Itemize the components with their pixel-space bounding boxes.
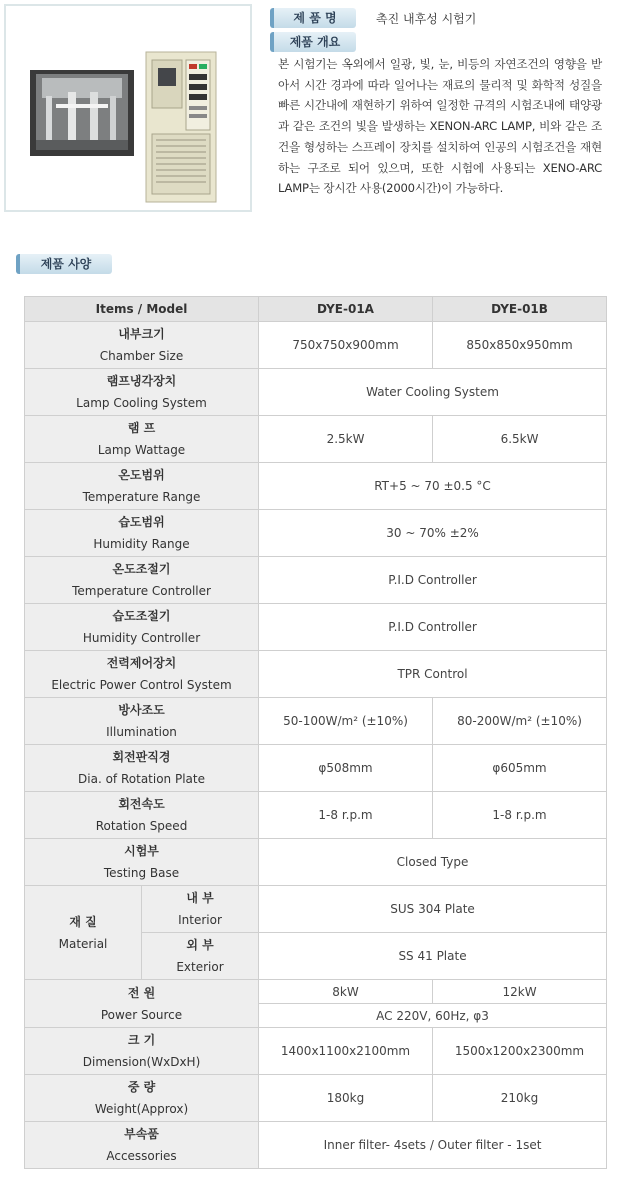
value-a: 1400x1100x2100mm: [259, 1028, 433, 1075]
value-b: 1500x1200x2300mm: [433, 1028, 607, 1075]
spec-label: 제품 사양: [16, 254, 112, 274]
value-a: 2.5kW: [259, 416, 433, 463]
table-row: [25, 1028, 607, 1075]
header-model-a: DYE-01A: [259, 297, 433, 322]
row-label: 온도범위 Temperature Range: [25, 463, 259, 510]
exterior-value: SS 41 Plate: [259, 933, 607, 980]
value-b: 80-200W/m² (±10%): [433, 698, 607, 745]
value-b: 1-8 r.p.m: [433, 792, 607, 839]
table-row: [25, 839, 607, 886]
value-shared: TPR Control: [259, 651, 607, 698]
row-label: 온도조절기 Temperature Controller: [25, 557, 259, 604]
table-row: [25, 1122, 607, 1169]
overview-label: 제품 개요: [270, 32, 356, 52]
header-model-b: DYE-01B: [433, 297, 607, 322]
value-b: 210kg: [433, 1075, 607, 1122]
row-label: 습도범위 Humidity Range: [25, 510, 259, 557]
value-a: 180kg: [259, 1075, 433, 1122]
table-row: [25, 651, 607, 698]
product-photo: [4, 4, 252, 212]
header-items: Items / Model: [25, 297, 259, 322]
row-label: 회전속도 Rotation Speed: [25, 792, 259, 839]
value-a: 8kW: [259, 980, 433, 1004]
row-label: 회전판직경 Dia. of Rotation Plate: [25, 745, 259, 792]
value-b: φ605mm: [433, 745, 607, 792]
value-a: φ508mm: [259, 745, 433, 792]
row-label: 램프냉각장치 Lamp Cooling System: [25, 369, 259, 416]
value-a: 750x750x900mm: [259, 322, 433, 369]
exterior-label: 외 부 Exterior: [142, 933, 259, 980]
row-label: 전력제어장치 Electric Power Control System: [25, 651, 259, 698]
value-shared: P.I.D Controller: [259, 557, 607, 604]
value-b: 12kW: [433, 980, 607, 1004]
spec-table: [24, 296, 607, 1169]
value-shared: 30 ~ 70% ±2%: [259, 510, 607, 557]
row-label: 부속품 Accessories: [25, 1122, 259, 1169]
value-a: 1-8 r.p.m: [259, 792, 433, 839]
value-a: 50-100W/m² (±10%): [259, 698, 433, 745]
value-shared: RT+5 ~ 70 ±0.5 °C: [259, 463, 607, 510]
interior-label: 내 부 Interior: [142, 886, 259, 933]
table-header: [25, 297, 607, 322]
table-row: [25, 698, 607, 745]
table-row: [25, 557, 607, 604]
value-shared: P.I.D Controller: [259, 604, 607, 651]
table-row: [25, 1075, 607, 1122]
value-b: 850x850x950mm: [433, 322, 607, 369]
product-name-label: 제 품 명: [270, 8, 356, 28]
table-row: [25, 886, 607, 933]
table-row: [25, 369, 607, 416]
row-label: 습도조절기 Humidity Controller: [25, 604, 259, 651]
row-label: 중 량 Weight(Approx): [25, 1075, 259, 1122]
table-row: [25, 604, 607, 651]
row-label: 시험부 Testing Base: [25, 839, 259, 886]
value-shared: Inner filter- 4sets / Outer filter - 1set: [259, 1122, 607, 1169]
row-label: 전 원 Power Source: [25, 980, 259, 1028]
table-row: [25, 745, 607, 792]
row-label: 내부크기 Chamber Size: [25, 322, 259, 369]
value-shared: Water Cooling System: [259, 369, 607, 416]
row-label: 방사조도 Illumination: [25, 698, 259, 745]
table-row: [25, 322, 607, 369]
product-image: [12, 12, 248, 208]
row-label: 램 프 Lamp Wattage: [25, 416, 259, 463]
material-label: 재 질 Material: [25, 886, 142, 980]
table-row: [25, 792, 607, 839]
table-row: [25, 510, 607, 557]
product-name: 촉진 내후성 시험기: [376, 12, 477, 26]
interior-value: SUS 304 Plate: [259, 886, 607, 933]
row-label: 크 기 Dimension(WxDxH): [25, 1028, 259, 1075]
table-row: [25, 463, 607, 510]
table-row: [25, 980, 607, 1004]
value-b: 6.5kW: [433, 416, 607, 463]
overview-text: 본 시험기는 옥외에서 일광, 빛, 눈, 비등의 자연조건의 영향을 받아서 시간 경과에 따라 일어나는 재료의 물리적 및 화학적 성질을 빠른 시간내에 재현하기 위하여 일정한 규격의 시험조내에 태양광과 같은 조건의 빛을 발생하는 XENON-ARC LAMP, 비와 같은 조건을 형성하는 스프레이 장치를 설치하여 인공의 시험조건을 재현하는 구조로 되어 있으며, 또한 시험에 사용되는 XENO-ARC LAMP는 장시간 사용(2000시간)이 가능하다.: [278, 57, 602, 196]
table-row: [25, 416, 607, 463]
value-shared: Closed Type: [259, 839, 607, 886]
value-shared: AC 220V, 60Hz, φ3: [259, 1004, 607, 1028]
